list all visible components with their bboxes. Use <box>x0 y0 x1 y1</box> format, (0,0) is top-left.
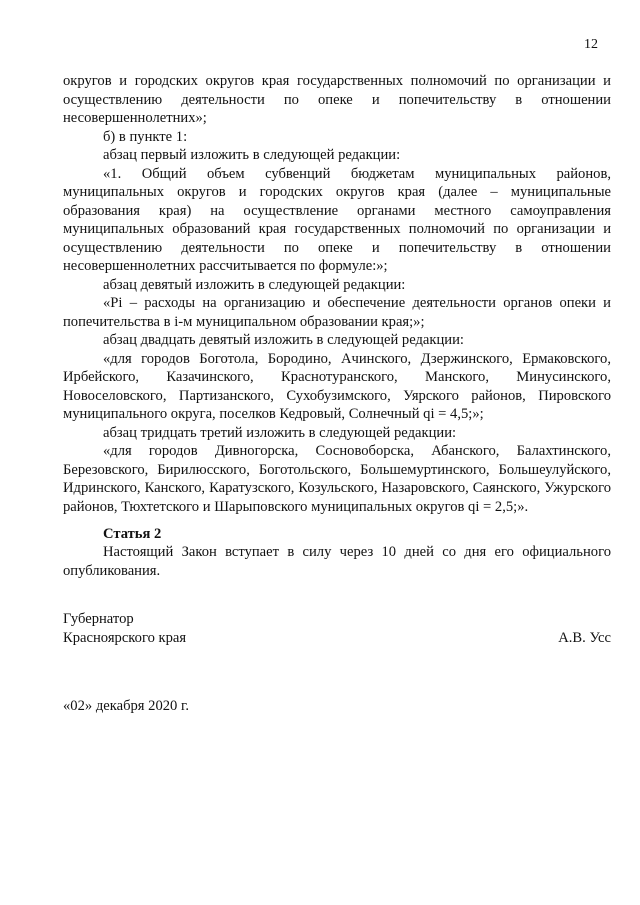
signature-block <box>63 610 611 647</box>
article-heading: Статья 2 <box>103 526 162 542</box>
paragraph-instruction-ninth: абзац девятый изложить в следующей редакции: <box>103 276 406 293</box>
paragraph-quote-pi: «Pi – расходы на организацию и обеспечение деятельности органов опеки и попечительства в i-м муниципальном образовании края;»; <box>63 295 611 330</box>
signatory-title: Губернатор <box>63 611 134 627</box>
paragraph-instruction-first: абзац первый изложить в следующей редакции: <box>103 147 401 163</box>
paragraph-quote-qi-4-5: «для городов Боготола, Бородино, Ачинского, Дзержинского, Ермаковского, Ирбейского, Казачинского, Краснотуранского, Манского, Минусинского, Новоселовского, Партизанского, Сухобузимского, Уярского районов, Пировского муниципального округа, поселков Кедровый, Солнечный qi = 4,5;»; <box>63 350 611 422</box>
signatory-region: Красноярского края <box>63 629 187 646</box>
paragraph-instruction-twenty-ninth: абзац двадцать девятый изложить в следующей редакции: <box>103 332 464 348</box>
paragraph-continuation: округов и городских округов края государственных полномочий по организации и осуществлению деятельности по опеке и попечительству в отношении несовершеннолетних»; <box>63 73 611 126</box>
signatory-row <box>63 629 611 648</box>
document-date: «02» декабря 2020 г. <box>63 698 189 714</box>
page-number: 12 <box>584 37 598 52</box>
paragraph-quote-qi-2-5: «для городов Дивногорска, Сосновоборска, Абанского, Балахтинского, Березовского, Бирилюсского, Боготольского, Большемуртинского, Большеулуйского, Идринского, Канского, Каратузского, Козульского, Назаровского, Саянского, Ужурского районов, Тюхтетского и Шарыповского муниципальных округов qi = 2,5;». <box>63 443 611 515</box>
amendment-text <box>63 72 611 516</box>
paragraph-instruction-thirty-third: абзац тридцать третий изложить в следующей редакции: <box>103 424 457 441</box>
article-text: Настоящий Закон вступает в силу через 10 дней со дня его официального опубликования. <box>63 544 611 579</box>
article-body <box>63 543 611 580</box>
signatory-name: А.В. Усс <box>558 629 611 646</box>
paragraph-quote-total-volume: «1. Общий объем субвенций бюджетам муниципальных районов, муниципальных округов и городских округов края (далее – муниципальные образования края) на осуществление органами местного самоуправления муниципальных образований края государственных полномочий по организации и осуществлению деятельности по опеке и попечительству в отношении несовершеннолетних рассчитывается по формуле:»; <box>63 165 611 274</box>
paragraph-item-b: б) в пункте 1: <box>103 128 188 145</box>
